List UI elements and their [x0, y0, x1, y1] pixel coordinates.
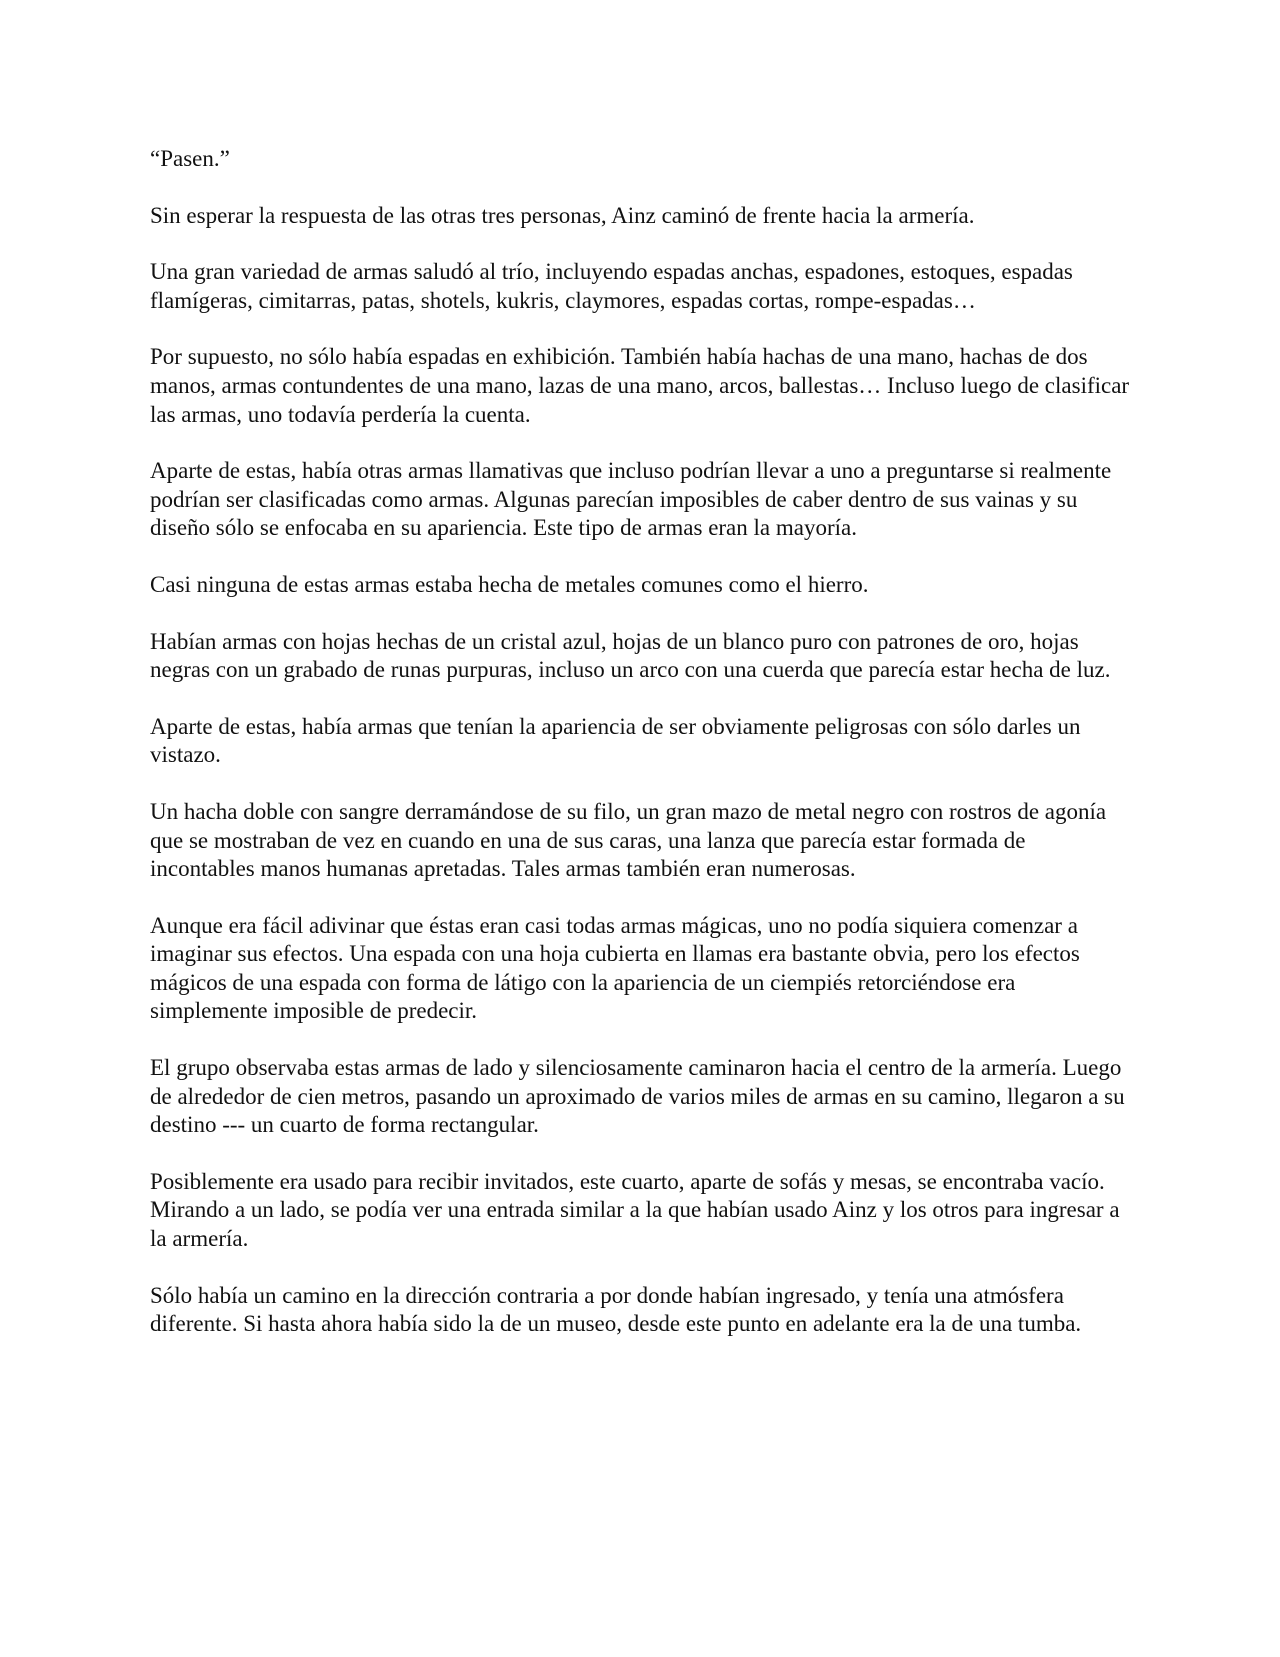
- paragraph-7: Habían armas con hojas hechas de un cristal azul, hojas de un blanco puro con patrones de oro, hojas negras con un grabado de runas purpuras, incluso un arco con una cuerda que parecía estar hecha de luz.: [150, 628, 1111, 683]
- document-page: [150, 145, 1130, 1367]
- paragraph-13: Sólo había un camino en la dirección contraria a por donde habían ingresado, y tenía una atmósfera diferente. Si hasta ahora había sido la de un museo, desde este punto en adelante era la de una tumba.: [150, 1282, 1082, 1337]
- paragraph-12: Posiblemente era usado para recibir invitados, este cuarto, aparte de sofás y mesas, se encontraba vacío. Mirando a un lado, se podía ver una entrada similar a la que habían usado Ainz y los otros para ingresar a la armería.: [150, 1168, 1120, 1252]
- paragraph-5: Aparte de estas, había otras armas llamativas que incluso podrían llevar a uno a preguntarse si realmente podrían ser clasificadas como armas. Algunas parecían imposibles de caber dentro de sus vainas y su diseño sólo se enfocaba en su apariencia. Este tipo de armas eran la mayoría.: [150, 458, 1112, 541]
- paragraph-8: Aparte de estas, había armas que tenían la apariencia de ser obviamente peligrosas con sólo darles un vistazo.: [150, 713, 1081, 768]
- paragraph-11: El grupo observaba estas armas de lado y silenciosamente caminaron hacia el centro de la armería. Luego de alrededor de cien metros, pasando un aproximado de varios miles de armas en su camino, llegaron a su destino --- un cuarto de forma rectangular.: [150, 1055, 1125, 1138]
- paragraph-2: Sin esperar la respuesta de las otras tres personas, Ainz caminó de frente hacia la armería.: [150, 202, 975, 228]
- paragraph-9: Un hacha doble con sangre derramándose de su filo, un gran mazo de metal negro con rostros de agonía que se mostraban de vez en cuando en una de sus caras, una lanza que parecía estar formada de incontables manos humanas apretadas. Tales armas también eran numerosas.: [150, 798, 1107, 882]
- paragraph-10: Aunque era fácil adivinar que éstas eran casi todas armas mágicas, uno no podía siquiera comenzar a imaginar sus efectos. Una espada con una hoja cubierta en llamas era bastante obvia, pero los efectos mágicos de una espada con forma de látigo con la apariencia de un ciempiés retorciéndose era simplemente imposible de predecir.: [150, 912, 1080, 1024]
- paragraph-1: “Pasen.”: [150, 146, 230, 171]
- paragraph-3: Una gran variedad de armas saludó al trío, incluyendo espadas anchas, espadones, estoques, espadas flamígeras, cimitarras, patas, shotels, kukris, claymores, espadas cortas, rompe-espadas…: [150, 259, 1073, 313]
- paragraph-4: Por supuesto, no sólo había espadas en exhibición. También había hachas de una mano, hachas de dos manos, armas contundentes de una mano, lazas de una mano, arcos, ballestas… Incluso luego de clasificar las armas, uno todavía perdería la cuenta.: [150, 344, 1130, 427]
- paragraph-6: Casi ninguna de estas armas estaba hecha de metales comunes como el hierro.: [150, 571, 869, 597]
